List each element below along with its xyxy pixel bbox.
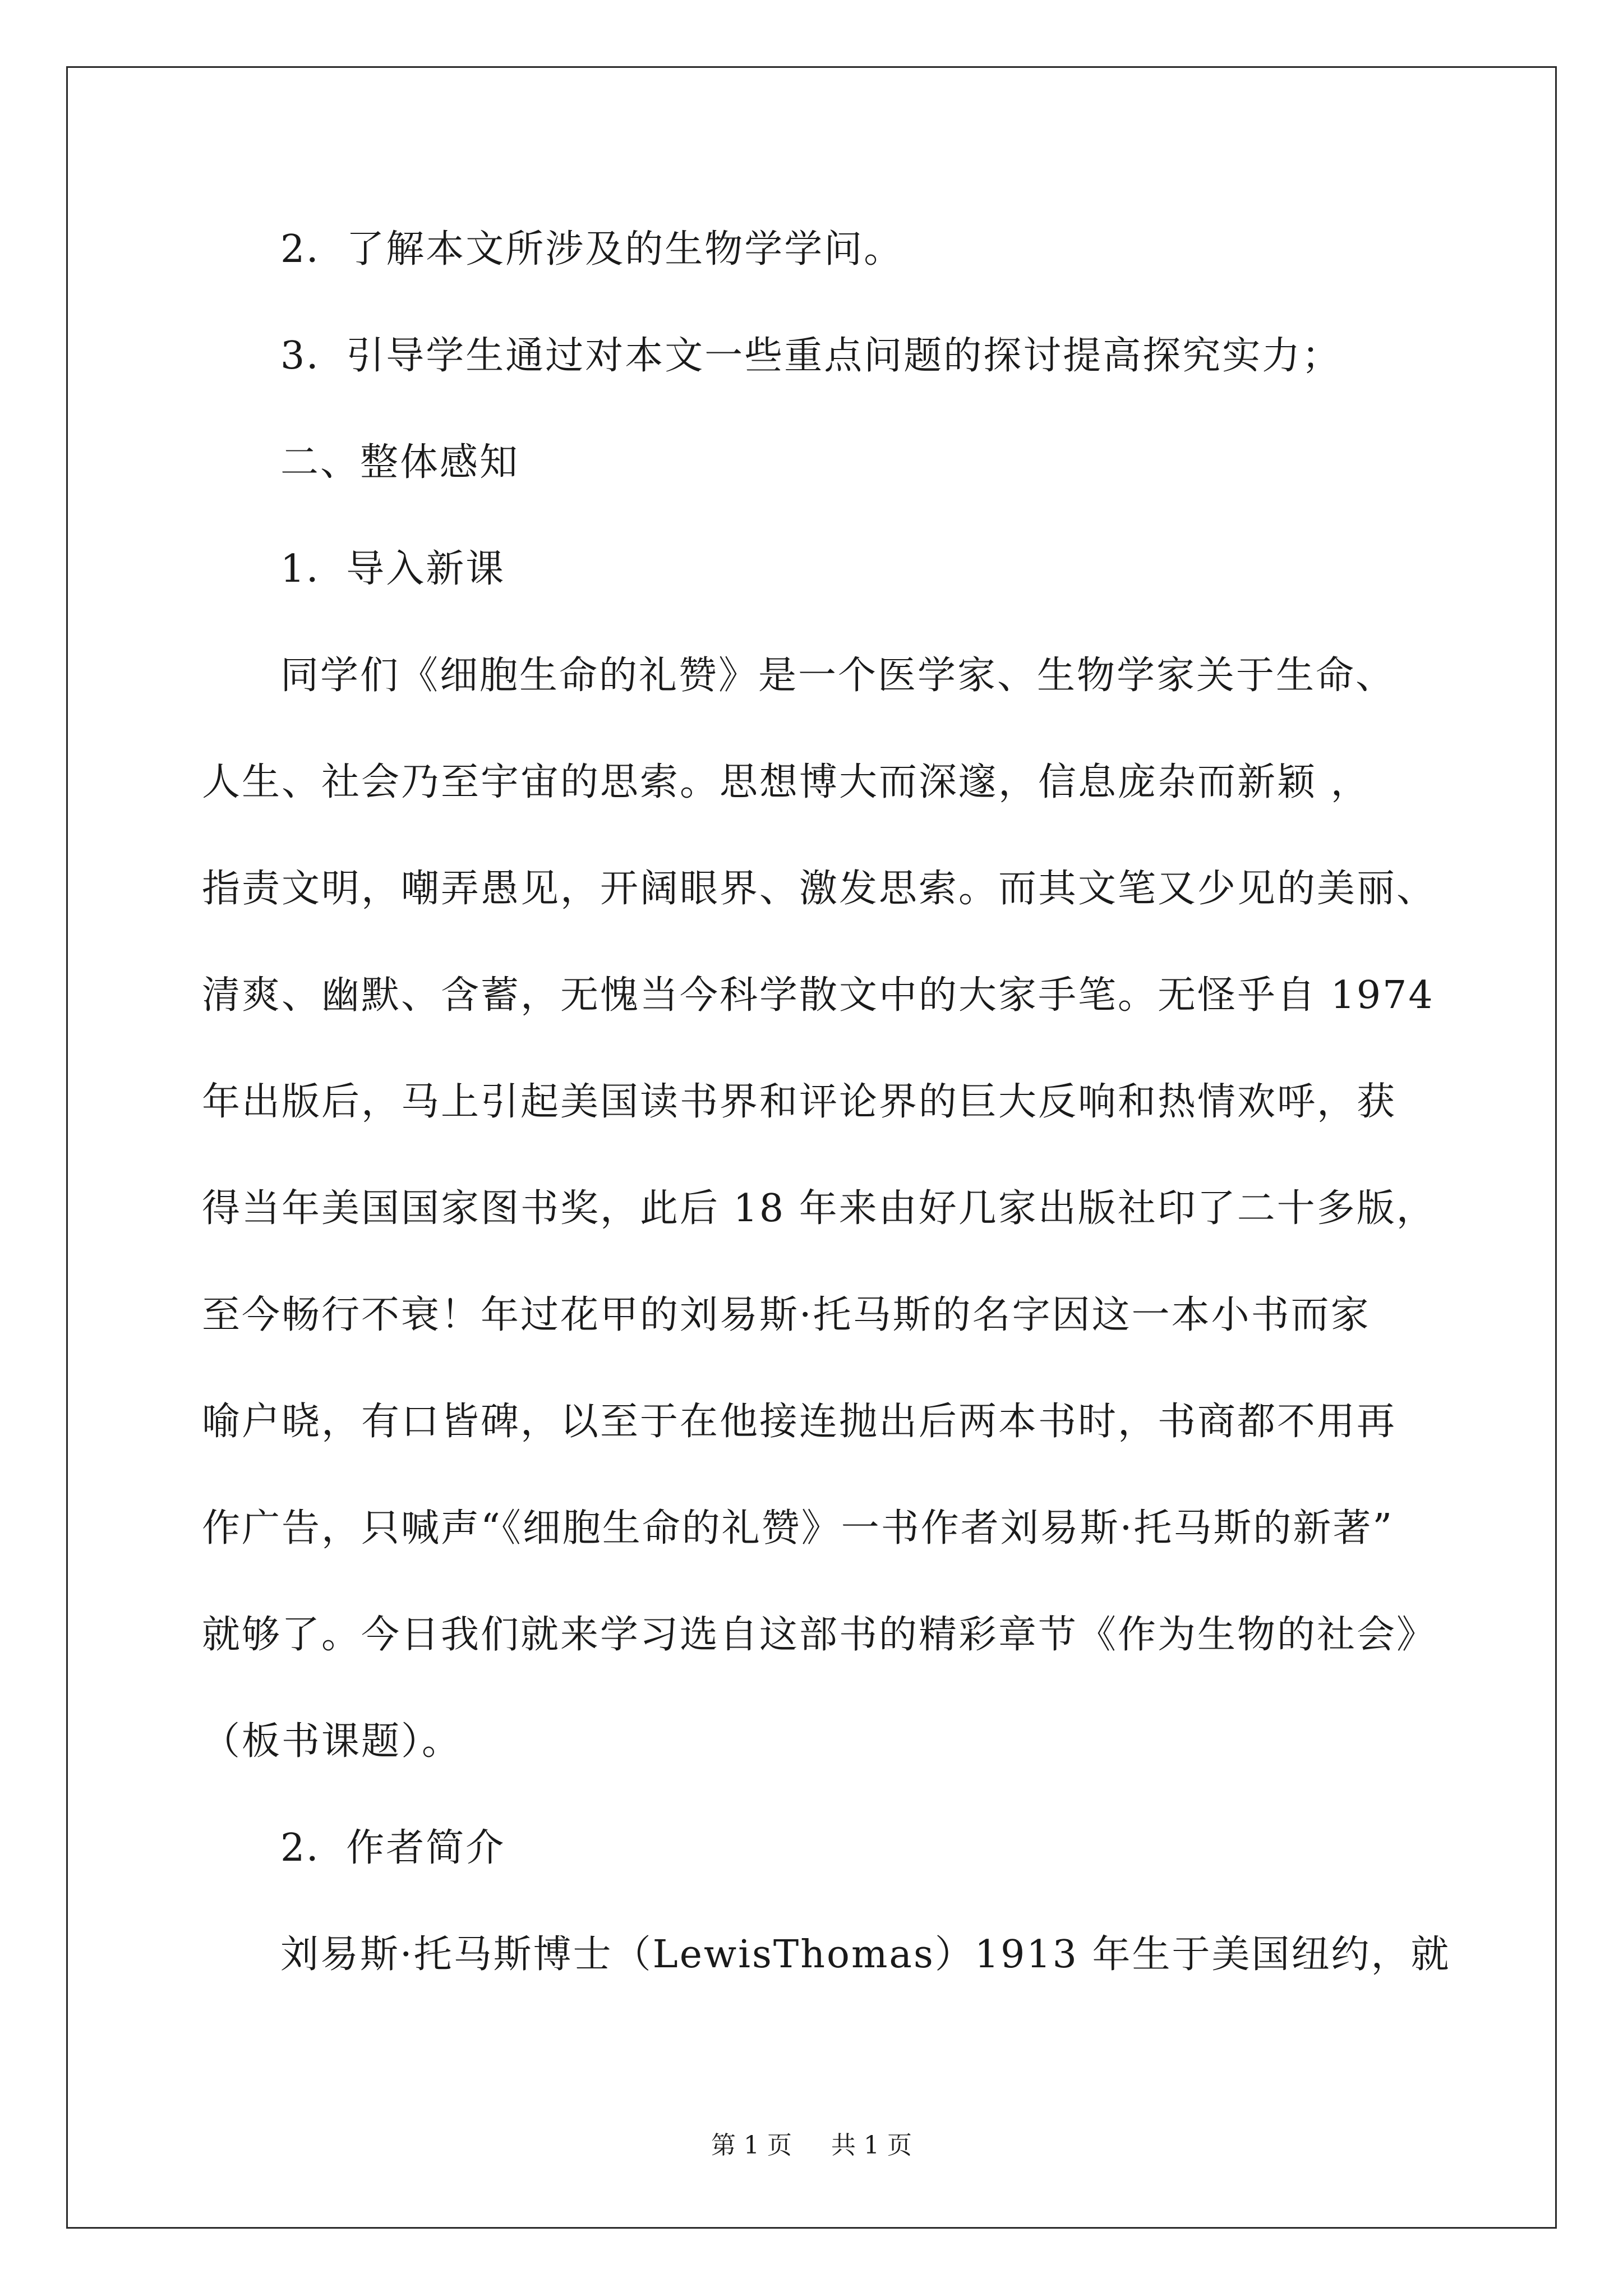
- body-text-line: 指责文明，嘲弄愚见，开阔眼界、激发思索。而其文笔又少见的美丽、: [202, 867, 1437, 911]
- page-border: [66, 66, 1557, 2229]
- page-footer: [0, 2129, 1623, 2162]
- page-number: 第 1 页: [711, 2131, 792, 2160]
- body-text-line: 清爽、幽默、含蓄，无愧当今科学散文中的大家手笔。无怪乎自 1974: [202, 973, 1435, 1018]
- body-text-line: 就够了。今日我们就来学习选自这部书的精彩章节《作为生物的社会》: [202, 1613, 1437, 1657]
- body-text-line: 同学们《细胞生命的礼赞》是一个医学家、生物学家关于生命、: [280, 654, 1396, 698]
- body-text-line: 至今畅行不衰！年过花甲的刘易斯·托马斯的名字因这一本小书而家: [202, 1293, 1371, 1337]
- page-total: 共 1 页: [831, 2131, 912, 2160]
- paragraph-objective-3: 3．引导学生通过对本文一些重点问题的探讨提高探究实力；: [280, 334, 1342, 378]
- body-text-line: （板书课题）。: [202, 1719, 462, 1764]
- section-heading-overall: 二、整体感知: [280, 440, 520, 485]
- body-text-line: 得当年美国国家图书奖，此后 18 年来由好几家出版社印了二十多版，: [202, 1186, 1436, 1231]
- body-text-line: 人生、社会乃至宇宙的思索。思想博大而深邃，信息庞杂而新颖 ，: [202, 760, 1371, 804]
- body-text-line: 喻户晓，有口皆碑，以至于在他接连抛出后两本书时，书商都不用再: [202, 1400, 1397, 1444]
- paragraph-objective-2: 2．了解本文所涉及的生物学学问。: [280, 227, 904, 272]
- body-text-line: 刘易斯·托马斯博士（LewisThomas）1913 年生于美国纽约，就: [280, 1932, 1451, 1977]
- subheading-introduction: 1．导入新课: [280, 547, 506, 591]
- body-text-line: 作广告，只喊声“《细胞生命的礼赞》一书作者刘易斯·托马斯的新著”: [202, 1506, 1394, 1550]
- body-text-line: 年出版后，马上引起美国读书界和评论界的巨大反响和热情欢呼，获: [202, 1080, 1397, 1124]
- subheading-author-intro: 2．作者简介: [280, 1826, 506, 1870]
